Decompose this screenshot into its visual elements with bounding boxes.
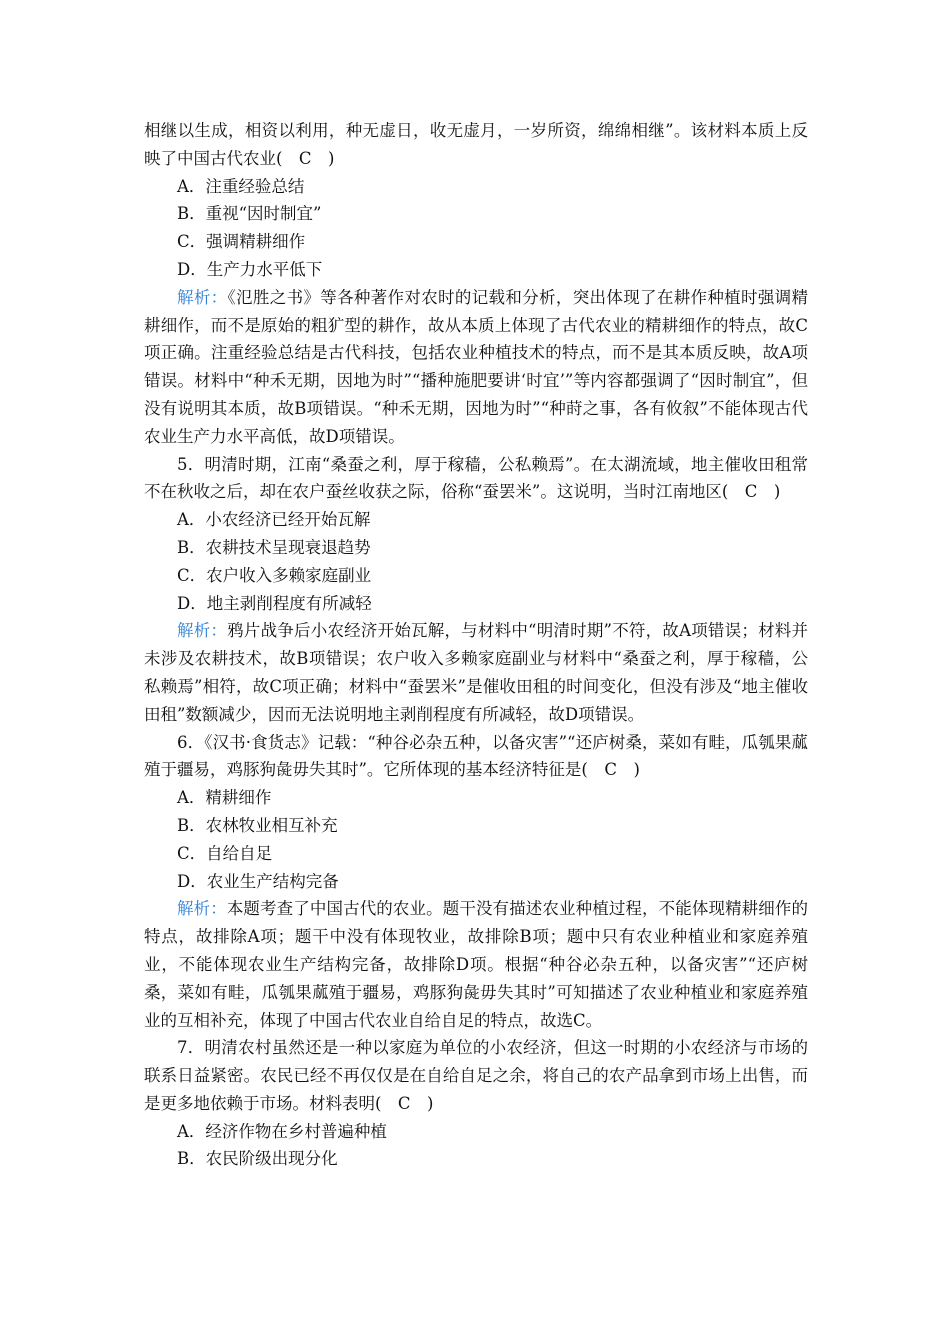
analysis-label: 解析：: [177, 621, 228, 641]
question-5-option-d: D．地主剥削程度有所减轻: [177, 593, 372, 613]
question-5-option-c: C．农户收入多赖家庭副业: [177, 565, 372, 585]
question-4-option-c: C．强调精耕细作: [177, 232, 306, 252]
question-6-stem: 6．《汉书·食货志》记载：“种谷必杂五种，以备灾害”“还庐树桑，菜如有畦，瓜瓠果蓏殖于疆易，鸡豚狗彘毋失其时”。它所体现的基本经济特征是( C ): [144, 732, 808, 780]
question-4-option-b: B．重视“因时制宜”: [177, 204, 322, 224]
question-4-option-a: A．注重经验总结: [177, 176, 305, 196]
question-7-option-b: B．农民阶级出现分化: [177, 1149, 338, 1169]
question-5-analysis: [144, 617, 808, 728]
analysis-label: 解析：: [177, 287, 228, 307]
question-7-option-a: A．经济作物在乡村普遍种植: [177, 1121, 387, 1141]
question-6-option-d: D．农业生产结构完备: [177, 871, 339, 891]
analysis-text: 《氾胜之书》等各种著作对农时的记载和分析，突出体现了在耕作种植时强调精耕细作，而不是原始的粗犷型的耕作，故从本质上体现了古代农业的精耕细作的特点，故C项正确。注重经验总结是古代科技，包括农业种植技术的特点，而不是其本质反映，故A项错误。材料中“种禾无期，因地为时”“播种施肥要讲‘时宜’”等内容都强调了“因时制宜”，但没有说明其本质，故B项错误。“种禾无期，因地为时”“种莳之事，各有攸叙”不能体现古代农业生产力水平高低，故D项错误。: [144, 287, 809, 446]
question-6-option-b: B．农林牧业相互补充: [177, 815, 338, 835]
question-5-option-b: B．农耕技术呈现衰退趋势: [177, 537, 371, 557]
question-4-option-d: D．生产力水平低下: [177, 259, 323, 279]
analysis-text: 本题考查了中国古代的农业。题干没有描述农业种植过程，不能体现精耕细作的特点，故排除A项；题干中没有体现牧业，故排除B项；题中只有农业种植业和家庭养殖业，不能体现农业生产结构完备，故排除D项。根据“种谷必杂五种，以备灾害”“还庐树桑，菜如有畦，瓜瓠果蓏殖于疆易，鸡豚狗彘毋失其时”可知描述了农业种植业和家庭养殖业的互相补充，体现了中国古代农业自给自足的特点，故选C。: [144, 899, 809, 1030]
question-5-stem: 5．明清时期，江南“桑蚕之利，厚于稼穑，公私赖焉”。在太湖流域，地主催收田租常不在秋收之后，却在农户蚕丝收获之际，俗称“蚕罢米”。这说明，当时江南地区( C ): [144, 454, 808, 502]
document-page: [144, 117, 808, 1173]
question-6-analysis: [144, 895, 808, 1034]
analysis-text: 鸦片战争后小农经济开始瓦解，与材料中“明清时期”不符，故A项错误；材料并未涉及农耕技术，故B项错误；农户收入多赖家庭副业与材料中“桑蚕之利，厚于稼穑，公私赖焉”相符，故C项正确；材料中“蚕罢米”是催收田租的时间变化，但没有涉及“地主催收田租”数额减少，因而无法说明地主剥削程度有所减轻，故D项错误。: [144, 621, 808, 724]
analysis-label: 解析：: [177, 899, 227, 919]
question-7-stem: 7．明清农村虽然还是一种以家庭为单位的小农经济，但这一时期的小农经济与市场的联系日益紧密。农民已经不再仅仅是在自给自足之余，将自己的农产品拿到市场上出售，而是更多地依赖于市场。材料表明( C ): [144, 1038, 808, 1113]
question-5-option-a: A．小农经济已经开始瓦解: [177, 510, 371, 530]
question-4-analysis: [144, 284, 808, 451]
question-6-option-c: C．自给自足: [177, 843, 273, 863]
question-4-stem: 相继以生成，相资以利用，种无虚日，收无虚月，一岁所资，绵绵相继”。该材料本质上反映了中国古代农业( C ): [144, 121, 808, 168]
question-6-option-a: A．精耕细作: [177, 788, 272, 808]
